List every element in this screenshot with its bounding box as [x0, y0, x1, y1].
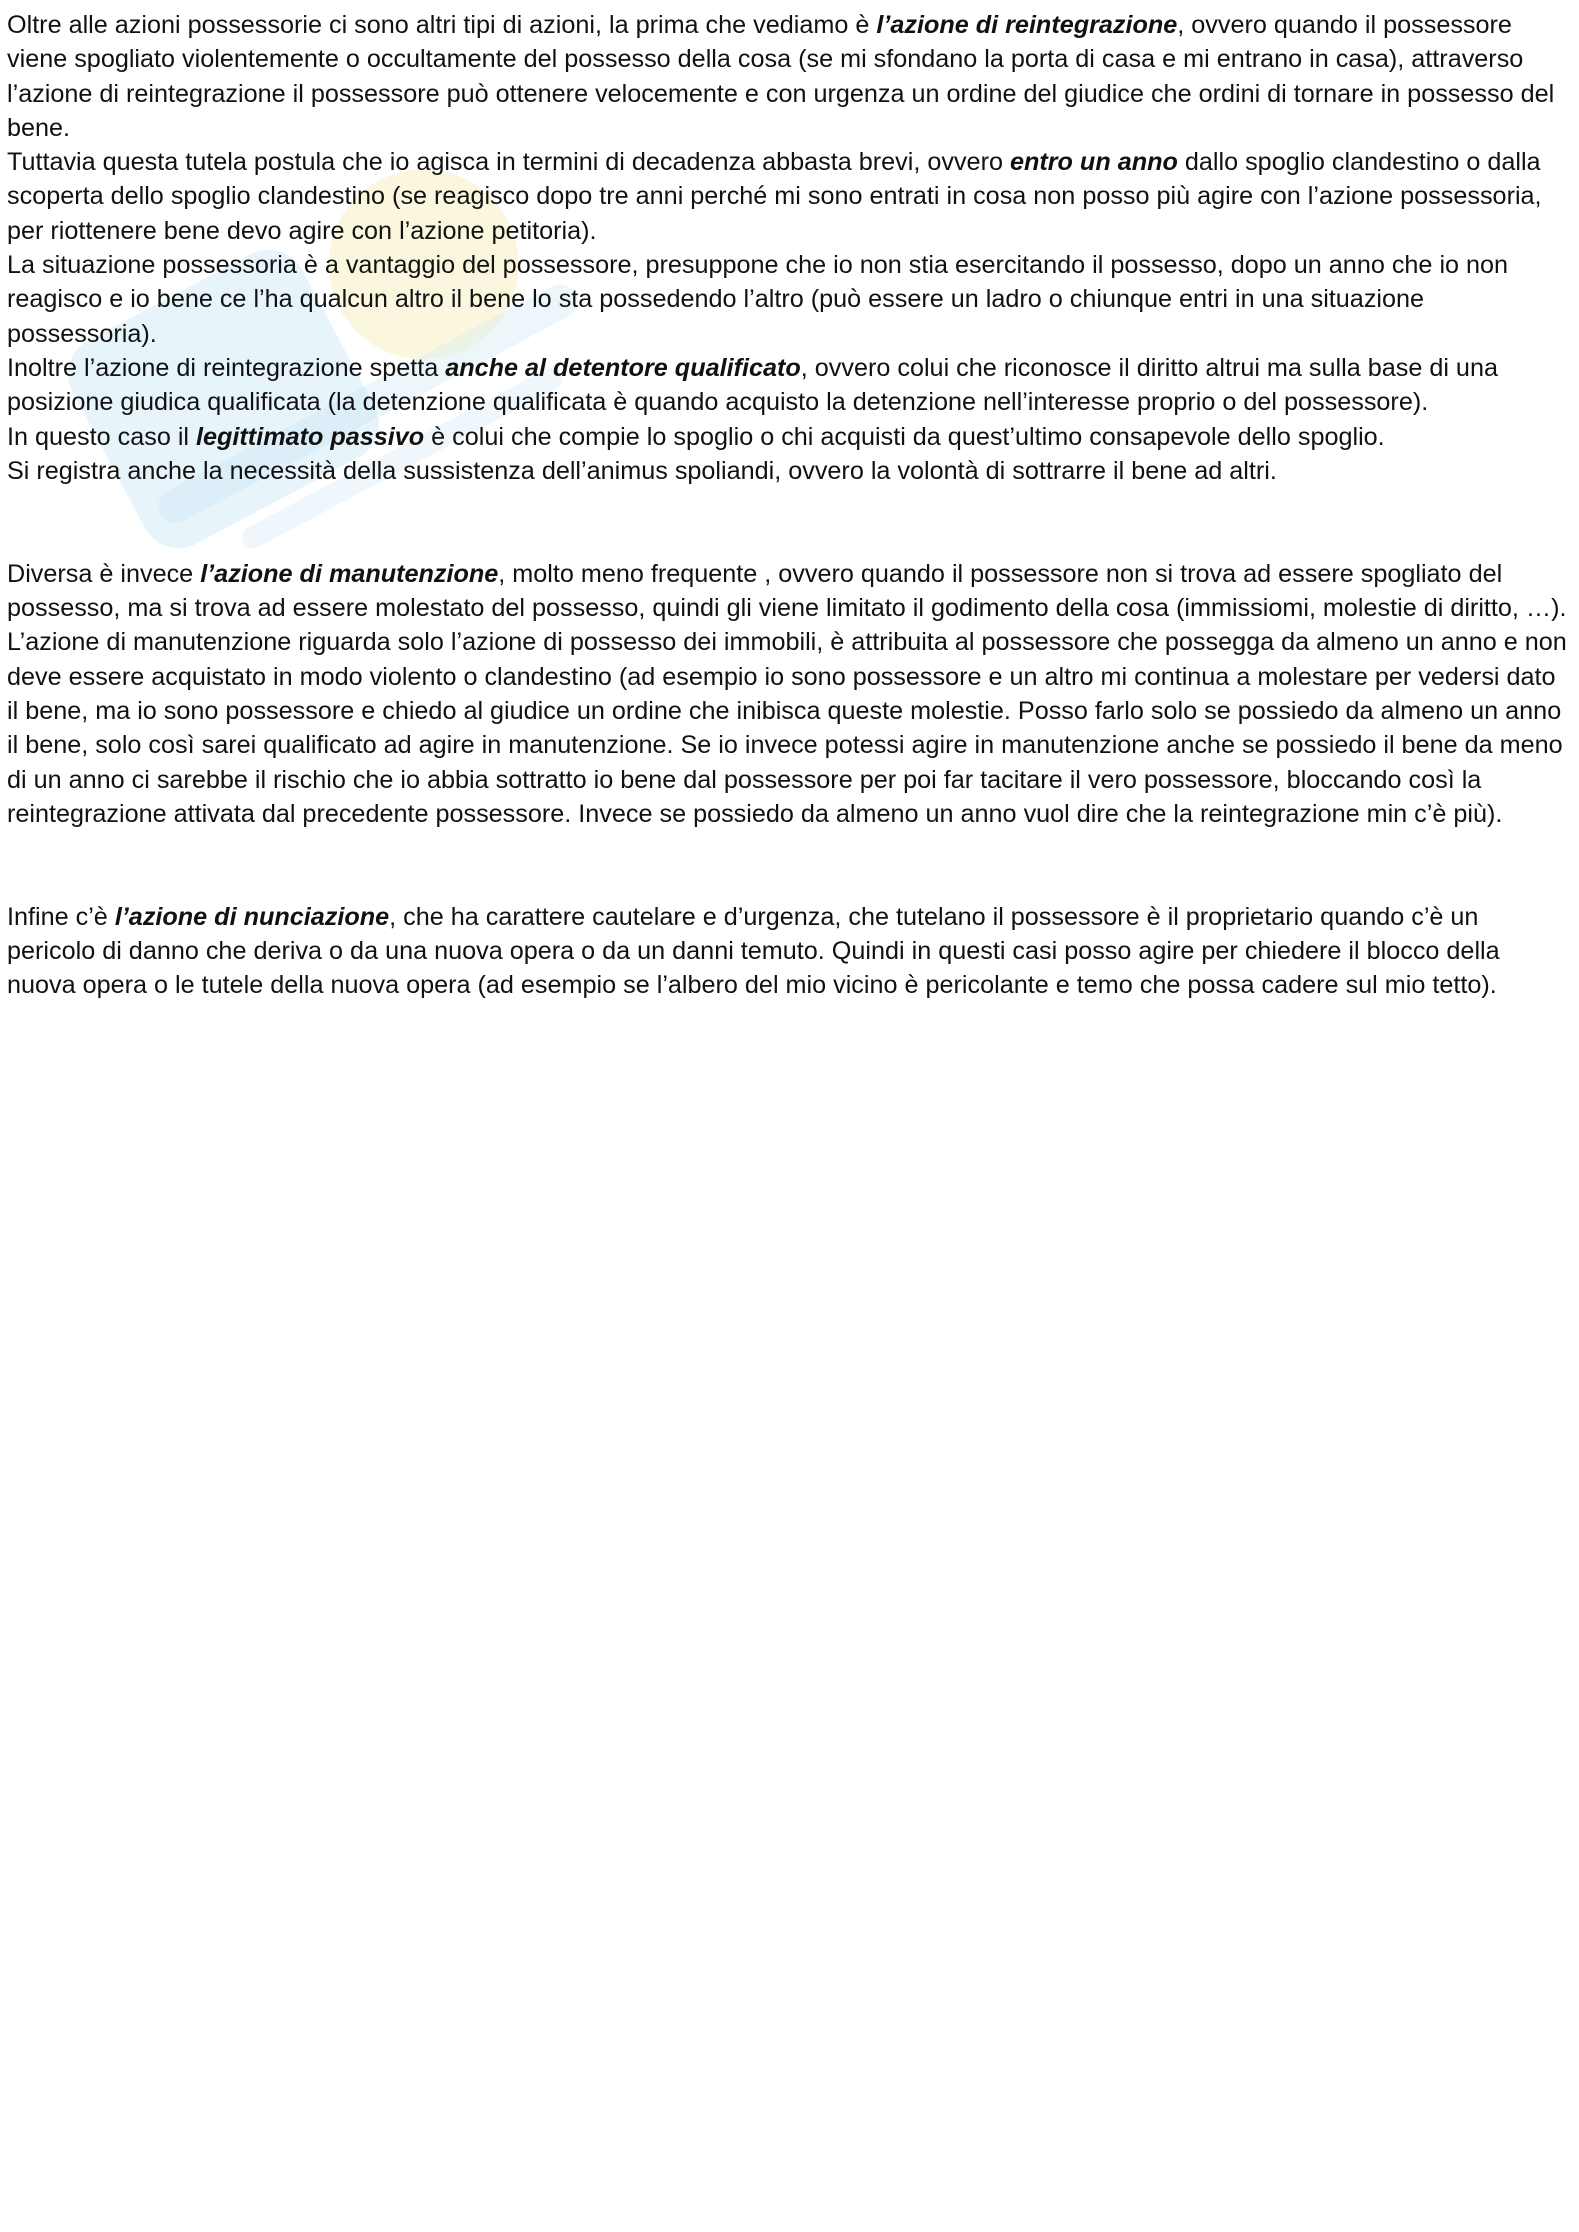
text-run: , molto meno frequente , ovvero quando il possessore non si trova ad essere spogliato del possesso, ma si trova ad essere molestato del possesso, quindi gli viene limitato il godimento della cosa (immissiomi, molestie di diritto, …).	[7, 559, 1567, 623]
paragraph-detentore-qualificato	[7, 351, 1567, 420]
emphasis-azione-nunciazione: l’azione di nunciazione	[114, 902, 390, 931]
text-run: Inoltre l’azione di reintegrazione spetta	[7, 353, 446, 382]
paragraph-manutenzione-intro	[7, 557, 1567, 626]
text-run: è colui che compie lo spoglio o chi acquisti da quest’ultimo consapevole dello spoglio.	[424, 422, 1385, 451]
text-run: In questo caso il	[7, 422, 197, 451]
paragraph-situazione-possessoria: La situazione possessoria è a vantaggio del possessore, presuppone che io non stia esercitando il possesso, dopo un anno che io non reagisco e io bene ce l’ha qualcun altro il bene lo sta possedendo l’altro (può essere un ladro o chiunque entri in una situazione possessoria).	[7, 251, 1509, 348]
emphasis-detentore-qualificato: anche al detentore qualificato	[445, 353, 801, 382]
emphasis-entro-un-anno: entro un anno	[1009, 148, 1178, 177]
text-run: Oltre alle azioni possessorie ci sono altri tipi di azioni, la prima che vediamo è	[7, 11, 877, 39]
text-run: dallo spoglio clandestino o dalla scoperta dello spoglio clandestino (se reagisco dopo tre anni perché mi sono entrati in cosa non posso più agire con l’azione possessoria, per riottenere bene devo agire con l’azione petitoria).	[7, 148, 1542, 245]
paragraph-nunciazione	[7, 900, 1567, 1003]
emphasis-azione-manutenzione: l’azione di manutenzione	[200, 559, 499, 588]
text-run: , ovvero colui che riconosce il diritto altrui ma sulla base di una posizione giudica qualificata (la detenzione qualificata è quando acquisto la detenzione nell’interesse proprio o del possessore).	[7, 353, 1498, 417]
text-run: Diversa è invece	[7, 559, 201, 588]
document-body	[7, 8, 1567, 1003]
paragraph-decadenza	[7, 145, 1567, 248]
paragraph-reintegrazione-intro	[7, 8, 1567, 145]
paragraph-animus-spoliandi: Si registra anche la necessità della sussistenza dell’animus spoliandi, ovvero la volontà di sottrarre il bene ad altri.	[7, 456, 1277, 485]
section-spacer	[7, 488, 1567, 557]
text-run: , che ha carattere cautelare e d’urgenza, che tutelano il possessore è il proprietario quando c’è un pericolo di danno che deriva o da una nuova opera o da un danni temuto. Quindi in questi casi posso agire per chiedere il blocco della nuova opera o le tutele della nuova opera (ad esempio se l’albero del mio vicino è pericolante e temo che possa cadere sul mio tetto).	[7, 902, 1500, 1000]
text-run: Infine c’è	[7, 902, 115, 931]
text-run: Tuttavia questa tutela postula che io agisca in termini di decadenza abbasta brevi, ovvero	[7, 148, 1010, 177]
text-run: , ovvero quando il possessore viene spogliato violentemente o occultamente del possesso della cosa (se mi sfondano la porta di casa e mi entrano in casa), attraverso l’azione di reintegrazione il possessore può ottenere velocemente e con urgenza un ordine del giudice che ordini di tornare in possesso del bene.	[7, 11, 1555, 142]
paragraph-manutenzione-dettaglio: L’azione di manutenzione riguarda solo l’azione di possesso dei immobili, è attribuita al possessore che possegga da almeno un anno e non deve essere acquistato in modo violento o clandestino (ad esempio io sono possessore e un altro mi continua a molestare per vedersi dato il bene, ma io sono possessore e chiedo al giudice un ordine che inibisca queste molestie. Posso farlo solo se possiedo da almeno un anno il bene, solo così sarei qualificato ad agire in manutenzione. Se io invece potessi agire in manutenzione anche se possiedo il bene da meno di un anno ci sarebbe il rischio che io abbia sottratto io bene dal possessore per poi far tacitare il vero possessore, bloccando così la reintegrazione attivata dal precedente possessore. Invece se possiedo da almeno un anno vuol dire che la reintegrazione min c’è più).	[7, 628, 1567, 828]
section-spacer	[7, 831, 1567, 900]
paragraph-legittimato-passivo	[7, 420, 1567, 454]
emphasis-azione-reintegrazione: l’azione di reintegrazione	[876, 11, 1178, 39]
emphasis-legittimato-passivo: legittimato passivo	[196, 422, 425, 451]
